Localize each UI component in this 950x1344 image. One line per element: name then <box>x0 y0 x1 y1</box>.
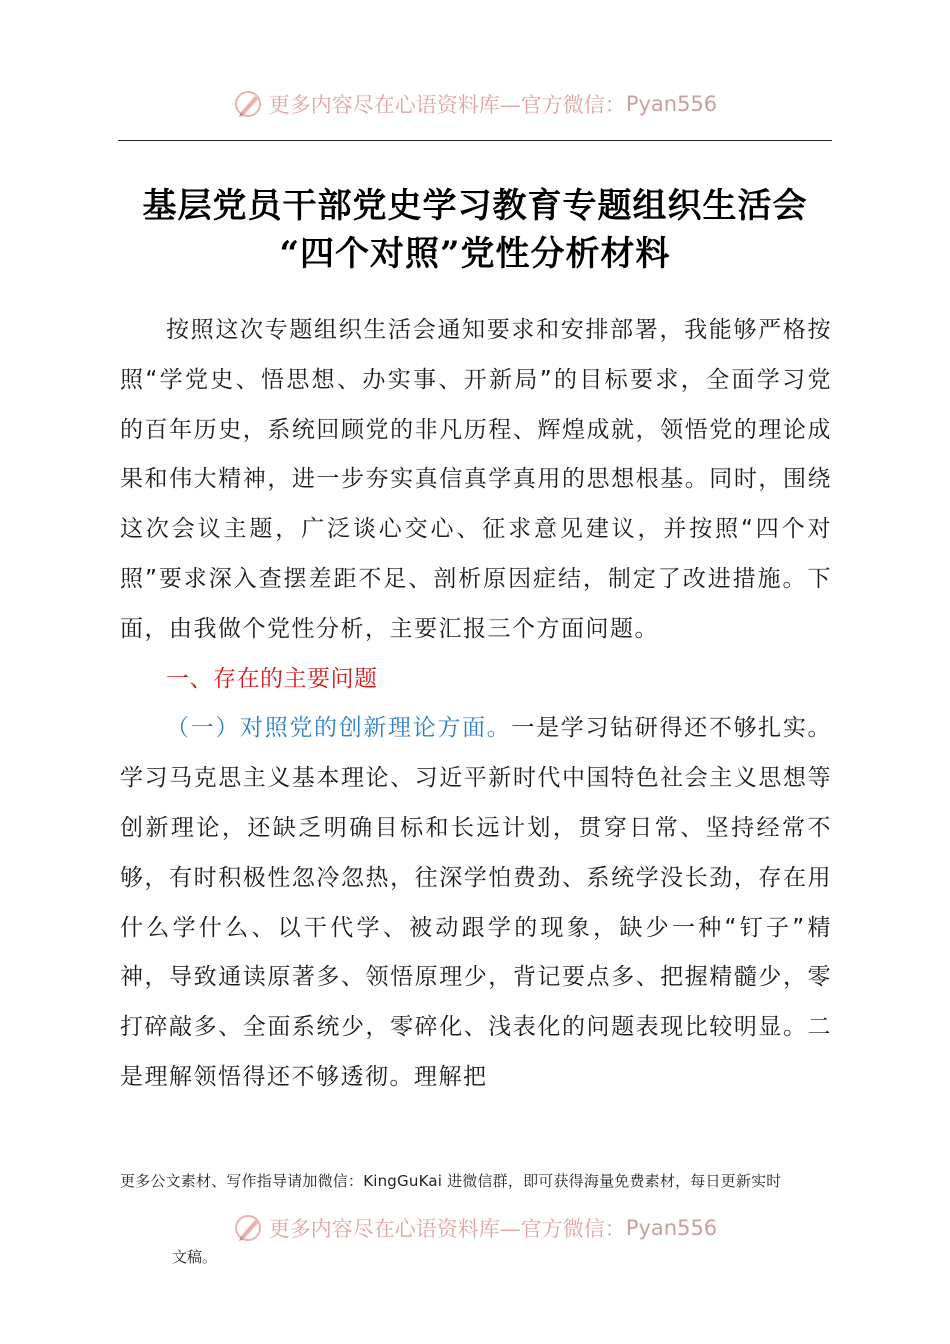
document-body <box>120 306 832 1103</box>
footer-note-line-1: 更多公文素材、写作指导请加微信：KingGuKai 进微信群，即可获得海量免费素材，每日更新实时 <box>120 1172 782 1190</box>
intro-paragraph: 按照这次专题组织生活会通知要求和安排部署，我能够严格按照“学党史、悟思想、办实事、开新局”的目标要求，全面学习党的百年历史，系统回顾党的非凡历程、辉煌成就，领悟党的理论成果和伟大精神，进一步夯实真信真学真用的思想根基。同时，围绕这次会议主题，广泛谈心交心、征求意见建议，并按照“四个对照”要求深入查摆差距不足、剖析原因症结，制定了改进措施。下面，由我做个党性分析，主要汇报三个方面问题。 <box>120 317 832 642</box>
document-title-line-1: 基层党员干部党史学习教育专题组织生活会 <box>142 186 808 226</box>
watermark-header <box>0 84 950 124</box>
watermark-account: Pyan556 <box>625 1216 718 1240</box>
subsection-text-1: 一是学习钻研得还不够扎实。学习马克思主义基本理论、习近平新时代中国特色社会主义思想等创新理论，还缺乏明确目标和长远计划，贯穿日常、坚持经常不够，有时积极性忽冷忽热，往深学怕费劲、系统学没长劲，存在用什么学什么、以干代学、被动跟学的现象，缺少一种“钉子”精神，导致通读原著多、领悟原理少，背记要点多、把握精髓少，零打碎敲多、全面系统少，零碎化、浅表化的问题表现比较明显。二是理解领悟得还不够透彻。理解把 <box>120 715 833 1090</box>
watermark-text: 更多内容尽在心语资料库—官方微信： <box>268 93 626 117</box>
watermark-text: 更多内容尽在心语资料库—官方微信： <box>268 1217 626 1241</box>
document-title-line-2: “四个对照”党性分析材料 <box>279 234 671 274</box>
section-heading-problems: 一、存在的主要问题 <box>166 665 378 692</box>
pen-logo-icon <box>233 1212 265 1244</box>
watermark-account: Pyan556 <box>625 92 718 116</box>
header-divider <box>118 140 832 141</box>
footer-note-line-2: 文稿。 <box>172 1248 218 1266</box>
subsection-heading-1: （一）对照党的创新理论方面。 <box>166 715 512 742</box>
subsection-paragraph-1 <box>120 704 832 1102</box>
pen-logo-icon <box>233 88 265 120</box>
watermark-footer <box>0 1208 950 1248</box>
